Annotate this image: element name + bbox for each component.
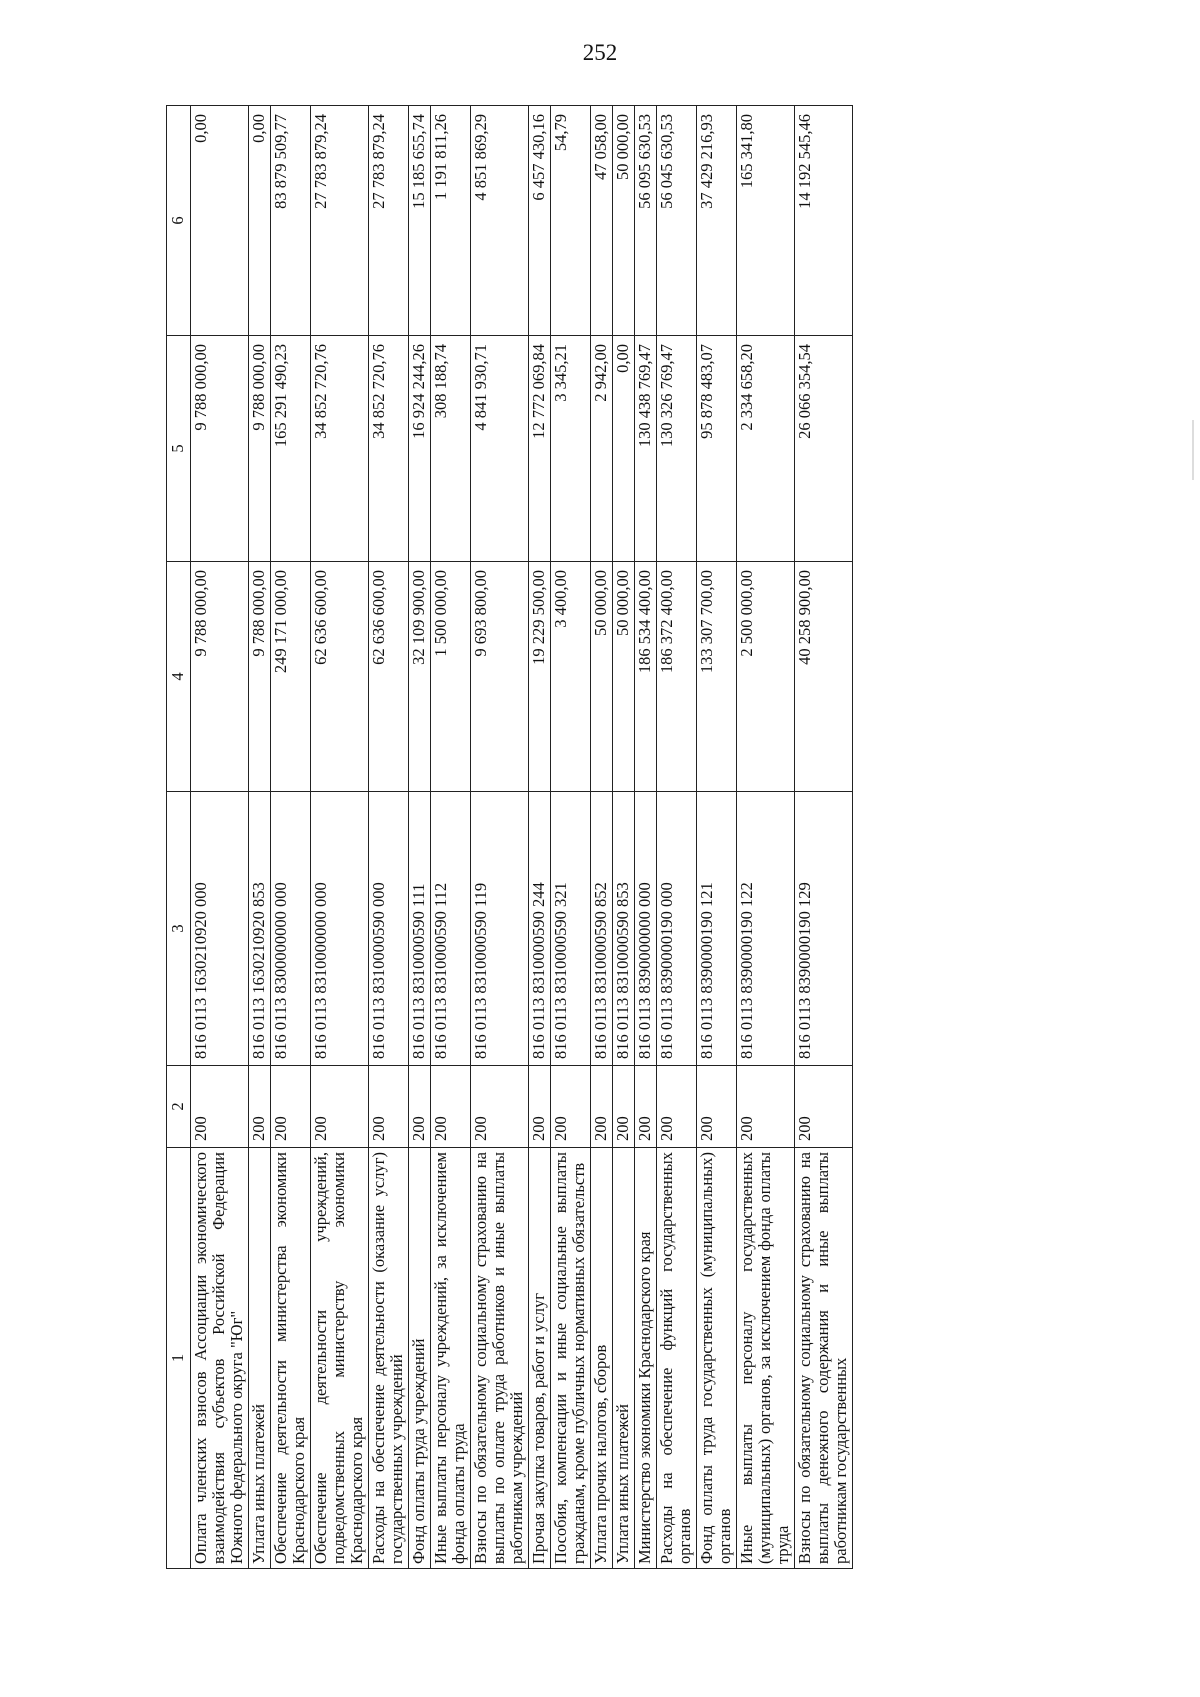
cell-plan: 186 534 400,00 [635, 562, 657, 792]
table-row [657, 106, 697, 1569]
cell-code: 816 0113 8310000590 112 [431, 792, 471, 1066]
cell-rest: 56 095 630,53 [635, 106, 657, 336]
table-row [635, 106, 657, 1569]
cell-code: 816 0113 8310000590 119 [471, 792, 529, 1066]
cell-rest: 56 045 630,53 [657, 106, 697, 336]
cell-fact: 2 334 658,20 [737, 336, 795, 562]
cell-fact: 9 788 000,00 [249, 336, 271, 562]
cell-code: 816 0113 8310000590 852 [591, 792, 613, 1066]
cell-name: Обеспечение деятельности учреждений, подведомственных министерству экономики Краснодарского края [311, 1148, 369, 1569]
cell-fact: 165 291 490,23 [271, 336, 311, 562]
cell-plan: 40 258 900,00 [795, 562, 853, 792]
header-cell: 5 [167, 336, 191, 562]
budget-table-rotated [166, 106, 1096, 1569]
cell-fact: 16 924 244,26 [409, 336, 431, 562]
cell-rest: 47 058,00 [591, 106, 613, 336]
cell-code: 816 0113 8390000190 121 [697, 792, 737, 1066]
cell-admin: 200 [369, 1066, 409, 1148]
cell-fact: 0,00 [613, 336, 635, 562]
cell-name: Уплата прочих налогов, сборов [591, 1148, 613, 1569]
cell-fact: 12 772 069,84 [529, 336, 551, 562]
table-row [591, 106, 613, 1569]
cell-plan: 9 788 000,00 [191, 562, 249, 792]
cell-admin: 200 [431, 1066, 471, 1148]
cell-name: Расходы на обеспечение деятельности (оказание услуг) государственных учреждений [369, 1148, 409, 1569]
table-row [271, 106, 311, 1569]
cell-code: 816 0113 8310000000 000 [311, 792, 369, 1066]
cell-admin: 200 [191, 1066, 249, 1148]
cell-admin: 200 [551, 1066, 591, 1148]
table-row [191, 106, 249, 1569]
cell-rest: 0,00 [191, 106, 249, 336]
cell-code: 816 0113 8310000590 111 [409, 792, 431, 1066]
cell-plan: 249 171 000,00 [271, 562, 311, 792]
header-cell: 6 [167, 106, 191, 336]
cell-rest: 14 192 545,46 [795, 106, 853, 336]
cell-rest: 83 879 509,77 [271, 106, 311, 336]
table-header-row [167, 106, 191, 1569]
header-cell: 3 [167, 792, 191, 1066]
cell-plan: 50 000,00 [613, 562, 635, 792]
cell-rest: 27 783 879,24 [311, 106, 369, 336]
cell-admin: 200 [311, 1066, 369, 1148]
cell-fact: 3 345,21 [551, 336, 591, 562]
cell-admin: 200 [529, 1066, 551, 1148]
cell-plan: 19 229 500,00 [529, 562, 551, 792]
cell-name: Фонд оплаты труда учреждений [409, 1148, 431, 1569]
cell-code: 816 0113 8310000590 853 [613, 792, 635, 1066]
cell-admin: 200 [613, 1066, 635, 1148]
cell-plan: 133 307 700,00 [697, 562, 737, 792]
cell-name: Пособия, компенсации и иные социальные выплаты гражданам, кроме публичных нормативных обязательств [551, 1148, 591, 1569]
table-row [795, 106, 853, 1569]
cell-fact: 4 841 930,71 [471, 336, 529, 562]
cell-name: Взносы по обязательному социальному страхованию на выплаты денежного содержания и иные выплаты работникам государственных [795, 1148, 853, 1569]
cell-name: Иные выплаты персоналу государственных (муниципальных) органов, за исключением фонда оплаты труда [737, 1148, 795, 1569]
cell-rest: 165 341,80 [737, 106, 795, 336]
cell-code: 816 0113 8390000190 129 [795, 792, 853, 1066]
header-cell: 4 [167, 562, 191, 792]
cell-name: Фонд оплаты труда государственных (муниципальных) органов [697, 1148, 737, 1569]
cell-rest: 15 185 655,74 [409, 106, 431, 336]
table-row [471, 106, 529, 1569]
cell-rest: 37 429 216,93 [697, 106, 737, 336]
cell-name: Обеспечение деятельности министерства экономики Краснодарского края [271, 1148, 311, 1569]
cell-name: Взносы по обязательному социальному страхованию на выплаты по оплате труда работников и иные выплаты работникам учреждений [471, 1148, 529, 1569]
cell-name: Прочая закупка товаров, работ и услуг [529, 1148, 551, 1569]
cell-admin: 200 [591, 1066, 613, 1148]
table-row [613, 106, 635, 1569]
cell-name: Уплата иных платежей [249, 1148, 271, 1569]
cell-code: 816 0113 8390000190 122 [737, 792, 795, 1066]
cell-code: 816 0113 8390000190 000 [657, 792, 697, 1066]
cell-name: Оплата членских взносов Ассоциации экономического взаимодействия субъектов Российской Федерации Южного федерального округа "Юг" [191, 1148, 249, 1569]
table-row [249, 106, 271, 1569]
cell-name: Министерство экономики Краснодарского края [635, 1148, 657, 1569]
table-row [697, 106, 737, 1569]
cell-admin: 200 [737, 1066, 795, 1148]
cell-code: 816 0113 1630210920 853 [249, 792, 271, 1066]
page-number: 252 [582, 40, 618, 65]
cell-admin: 200 [795, 1066, 853, 1148]
cell-code: 816 0113 8310000590 321 [551, 792, 591, 1066]
cell-fact: 9 788 000,00 [191, 336, 249, 562]
budget-table [166, 105, 853, 1569]
cell-rest: 50 000,00 [613, 106, 635, 336]
cell-plan: 9 693 800,00 [471, 562, 529, 792]
table-row [311, 106, 369, 1569]
cell-plan: 62 636 600,00 [311, 562, 369, 792]
cell-admin: 200 [409, 1066, 431, 1148]
cell-code: 816 0113 1630210920 000 [191, 792, 249, 1066]
cell-code: 816 0113 8310000590 244 [529, 792, 551, 1066]
cell-plan: 9 788 000,00 [249, 562, 271, 792]
cell-fact: 95 878 483,07 [697, 336, 737, 562]
cell-plan: 186 372 400,00 [657, 562, 697, 792]
cell-admin: 200 [635, 1066, 657, 1148]
cell-fact: 308 188,74 [431, 336, 471, 562]
cell-fact: 130 438 769,47 [635, 336, 657, 562]
cell-admin: 200 [471, 1066, 529, 1148]
scan-mark [1192, 420, 1194, 480]
cell-fact: 130 326 769,47 [657, 336, 697, 562]
cell-rest: 1 191 811,26 [431, 106, 471, 336]
table-row [529, 106, 551, 1569]
cell-code: 816 0113 8300000000 000 [271, 792, 311, 1066]
cell-fact: 2 942,00 [591, 336, 613, 562]
table-row [551, 106, 591, 1569]
cell-fact: 34 852 720,76 [311, 336, 369, 562]
cell-rest: 6 457 430,16 [529, 106, 551, 336]
cell-fact: 26 066 354,54 [795, 336, 853, 562]
table-row [737, 106, 795, 1569]
cell-code: 816 0113 8390000000 000 [635, 792, 657, 1066]
cell-rest: 27 783 879,24 [369, 106, 409, 336]
cell-admin: 200 [697, 1066, 737, 1148]
cell-name: Уплата иных платежей [613, 1148, 635, 1569]
table-row [409, 106, 431, 1569]
cell-admin: 200 [249, 1066, 271, 1148]
header-cell: 1 [167, 1148, 191, 1569]
cell-plan: 32 109 900,00 [409, 562, 431, 792]
cell-admin: 200 [271, 1066, 311, 1148]
cell-admin: 200 [657, 1066, 697, 1148]
table-row [369, 106, 409, 1569]
cell-plan: 1 500 000,00 [431, 562, 471, 792]
cell-rest: 54,79 [551, 106, 591, 336]
cell-name: Иные выплаты персоналу учреждений, за исключением фонда оплаты труда [431, 1148, 471, 1569]
cell-code: 816 0113 8310000590 000 [369, 792, 409, 1066]
cell-fact: 34 852 720,76 [369, 336, 409, 562]
table-row [431, 106, 471, 1569]
cell-name: Расходы на обеспечение функций государственных органов [657, 1148, 697, 1569]
cell-plan: 62 636 600,00 [369, 562, 409, 792]
cell-plan: 3 400,00 [551, 562, 591, 792]
cell-plan: 50 000,00 [591, 562, 613, 792]
cell-rest: 4 851 869,29 [471, 106, 529, 336]
cell-rest: 0,00 [249, 106, 271, 336]
cell-plan: 2 500 000,00 [737, 562, 795, 792]
header-cell: 2 [167, 1066, 191, 1148]
